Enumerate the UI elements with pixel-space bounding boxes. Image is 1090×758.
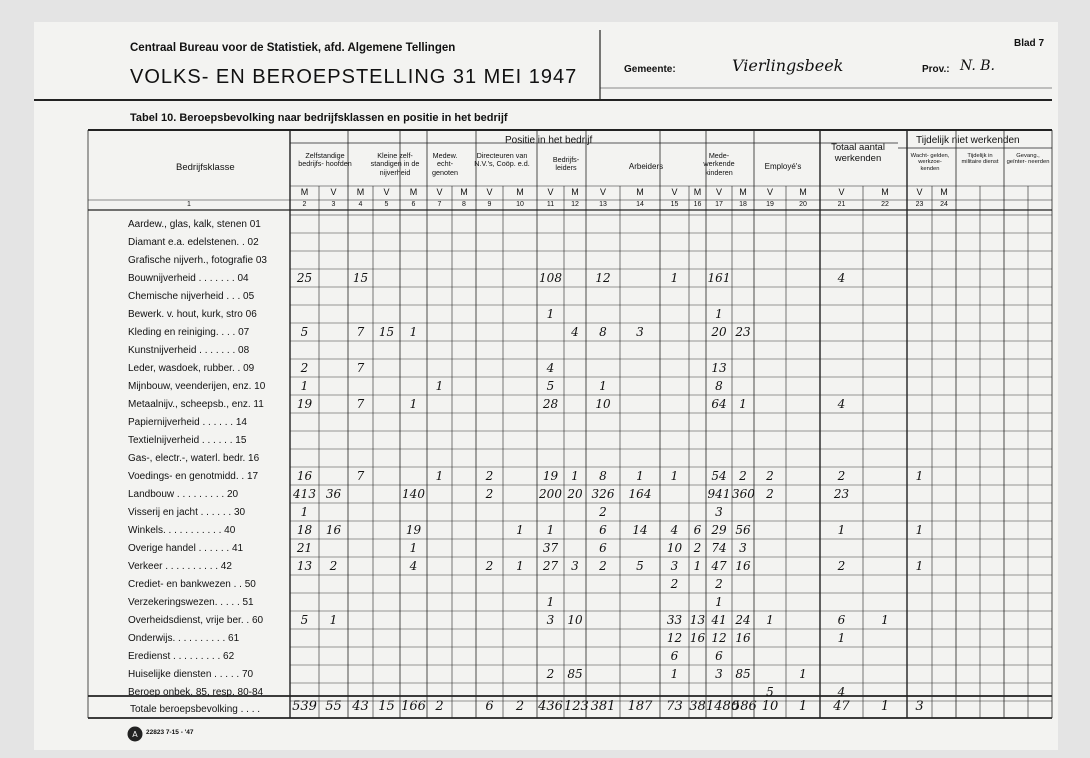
row-label: Kunstnijverheid . . . . . . . 08 — [128, 345, 250, 356]
row-label: Verzekeringswezen. . . . . 51 — [128, 597, 254, 608]
table-cell: 13 — [711, 361, 727, 375]
table-cell: 326 — [591, 487, 615, 501]
column-number: 23 — [915, 201, 924, 208]
row-label: Textielnijverheid . . . . . . 15 — [128, 435, 247, 446]
table-cell: 360 — [732, 487, 755, 501]
table-cell: 47 — [711, 559, 727, 573]
sex-label: M — [460, 187, 468, 197]
table-cell: 1 — [693, 559, 702, 573]
table-cell: 3 — [739, 541, 747, 555]
table-cell: 19 — [296, 397, 313, 411]
table-cell: 5 — [636, 559, 644, 573]
column-number: 13 — [599, 201, 607, 208]
table-cell: 1 — [409, 541, 418, 555]
column-number: 14 — [636, 201, 644, 208]
table-cell: 2 — [485, 469, 494, 483]
table-cell: 19 — [542, 469, 559, 483]
table-cell: 3 — [636, 325, 644, 339]
row-label: Bouwnijverheid . . . . . . . 04 — [128, 273, 249, 284]
table-cell: 2 — [599, 559, 607, 573]
row-label: Diamant e.a. edelstenen. . 02 — [128, 237, 259, 248]
table-cell: 2 — [739, 469, 747, 483]
table-cell: 4 — [837, 397, 846, 411]
table-cell: 161 — [707, 271, 731, 285]
table-cell: 14 — [632, 523, 648, 537]
totals-cell: 539 — [292, 699, 317, 714]
sex-label: V — [599, 187, 606, 197]
column-number: 22 — [881, 201, 889, 208]
table-cell: 12 — [711, 631, 727, 645]
totals-cell: 1 — [880, 699, 890, 714]
sex-label: V — [916, 187, 923, 197]
prov-value: N. B. — [960, 58, 995, 74]
totals-cell: 10 — [761, 699, 779, 714]
row-label: Kleding en reiniging. . . . 07 — [128, 327, 250, 338]
sex-label: M — [881, 187, 889, 197]
bureau-line: Centraal Bureau voor de Statistiek, afd. Algemene Tellingen — [130, 42, 456, 54]
totals-cell: 43 — [352, 699, 369, 714]
totals-cell: 436 — [538, 699, 563, 714]
table-cell: 37 — [542, 541, 559, 555]
table-cell: 19 — [405, 523, 422, 537]
col-group-arbeiders: Arbeiders — [628, 162, 664, 171]
table-cell: 200 — [539, 487, 562, 501]
table-cell: 3 — [571, 559, 579, 573]
table-cell: 2 — [546, 667, 555, 681]
col-group-gevangenen: Gevang., geïnter- neerden — [1006, 153, 1050, 166]
sex-label: M — [693, 187, 702, 197]
table-cell: 4 — [670, 523, 679, 537]
table-cell: 4 — [837, 685, 846, 699]
table-cell: 16 — [735, 559, 751, 573]
column-number: 1 — [187, 201, 191, 208]
sex-label: V — [671, 187, 678, 197]
table-cell: 1 — [636, 469, 644, 483]
table-cell: 2 — [670, 577, 679, 591]
table-cell: 7 — [356, 397, 365, 411]
table-cell: 1 — [571, 469, 579, 483]
col-bedrijfsklasse: Bedrijfsklasse — [176, 162, 235, 173]
table-cell: 64 — [711, 397, 727, 411]
table-cell: 1 — [546, 523, 555, 537]
column-number: 7 — [437, 201, 442, 208]
row-label: Gas-, electr.-, waterl. bedr. 16 — [128, 453, 260, 464]
table-cell: 24 — [735, 613, 751, 627]
totals-cell: 1480 — [706, 699, 740, 714]
table-cell: 6 — [599, 541, 607, 555]
table-cell: 5 — [300, 325, 309, 339]
table-cell: 16 — [296, 469, 313, 483]
table-cell: 13 — [689, 613, 706, 627]
totals-cell: 586 — [732, 699, 757, 714]
col-positie: Positie in het bedrijf — [505, 135, 593, 146]
sex-label: M — [636, 187, 644, 197]
table-cell: 33 — [666, 613, 683, 627]
table-cell: 23 — [833, 487, 850, 501]
table-cell: 12 — [595, 271, 611, 285]
table-cell: 1 — [715, 307, 723, 321]
col-totaal: Totaal aantal werkenden — [831, 142, 885, 164]
table-cell: 2 — [485, 487, 494, 501]
table-cell: 3 — [546, 613, 555, 627]
form-title: VOLKS- EN BEROEPSTELLING 31 MEI 1947 — [130, 66, 578, 88]
table-cell: 10 — [666, 541, 683, 555]
table-cell: 1 — [300, 505, 309, 519]
table-cell: 1 — [516, 559, 524, 573]
table-cell: 18 — [296, 523, 313, 537]
table-cell: 1 — [915, 469, 924, 483]
column-number: 3 — [331, 201, 336, 208]
table-cell: 16 — [689, 631, 706, 645]
table-cell: 2 — [837, 559, 846, 573]
table-cell: 4 — [409, 559, 418, 573]
sex-label: V — [330, 187, 337, 197]
table-cell: 8 — [599, 469, 607, 483]
table-cell: 2 — [329, 559, 338, 573]
row-label: Bewerk. v. hout, kurk, stro 06 — [128, 309, 257, 320]
table-cell: 21 — [296, 541, 313, 555]
row-label: Grafische nijverh., fotografie 03 — [128, 255, 267, 266]
census-form-sheet — [34, 22, 1058, 750]
table-cell: 3 — [715, 667, 723, 681]
table-cell: 1 — [409, 397, 418, 411]
table-cell: 28 — [542, 397, 559, 411]
table-cell: 1 — [715, 595, 723, 609]
svg-text:A: A — [132, 730, 138, 739]
column-number: 17 — [715, 201, 723, 208]
table-cell: 1 — [329, 613, 338, 627]
table-cell: 1 — [300, 379, 309, 393]
table-cell: 2 — [715, 577, 723, 591]
col-tijdelijk: Tijdelijk niet werkenden — [916, 135, 1020, 146]
row-label: Overheidsdienst, vrije ber. . 60 — [128, 615, 264, 626]
table-cell: 6 — [670, 649, 679, 663]
column-number: 19 — [766, 201, 774, 208]
sex-label: V — [715, 187, 722, 197]
col-group-medew-echtgenoten: Medew. echt- genoten — [432, 151, 458, 177]
row-label: Voedings- en genotmidd. . 17 — [128, 471, 259, 482]
col-group-kleine-zelfstandigen: Kleine zelf- standigen in de nijverheid — [370, 151, 420, 177]
gemeente-label: Gemeente: — [624, 64, 676, 75]
row-label: Metaalnijv., scheepsb., enz. 11 — [128, 399, 264, 410]
table-cell: 7 — [356, 361, 365, 375]
totals-cell: 1 — [798, 699, 808, 714]
column-number: 4 — [358, 201, 363, 208]
row-label: Huiselijke diensten . . . . . 70 — [128, 669, 254, 680]
column-number: 21 — [837, 201, 846, 208]
row-label: Papiernijverheid . . . . . . 14 — [128, 417, 247, 428]
table-cell: 29 — [711, 523, 727, 537]
row-label: Overige handel . . . . . . 41 — [128, 543, 244, 554]
column-number: 15 — [670, 201, 679, 208]
table-cell: 2 — [837, 469, 846, 483]
table-cell: 16 — [735, 631, 751, 645]
row-label: Leder, wasdoek, rubber. . 09 — [128, 363, 255, 374]
table-cell: 8 — [599, 325, 607, 339]
table-cell: 10 — [567, 613, 583, 627]
column-number: 18 — [739, 201, 747, 208]
table-cell: 1 — [516, 523, 524, 537]
table-cell: 2 — [485, 559, 494, 573]
table-cell: 23 — [735, 325, 751, 339]
table-cell: 6 — [715, 649, 723, 663]
totals-label: Totale beroepsbevolking . . . . — [130, 704, 261, 715]
table-cell: 2 — [766, 487, 774, 501]
table-cell: 6 — [693, 523, 702, 537]
table-cell: 1 — [766, 613, 774, 627]
table-cell: 7 — [356, 325, 365, 339]
column-number: 11 — [546, 201, 555, 208]
totals-cell: 73 — [666, 699, 683, 714]
printer-logo-icon — [127, 726, 143, 742]
table-cell: 941 — [707, 487, 731, 501]
totals-cell: 123 — [564, 699, 589, 714]
row-label: Visserij en jacht . . . . . . 30 — [128, 507, 246, 518]
table-cell: 413 — [293, 487, 316, 501]
table-cell: 108 — [539, 271, 562, 285]
table-cell: 13 — [296, 559, 313, 573]
row-label: Aardew., glas, kalk, stenen 01 — [128, 219, 261, 230]
sex-label: V — [547, 187, 554, 197]
page-number: Blad 7 — [1014, 38, 1045, 49]
totals-cell: 38 — [689, 699, 706, 714]
col-group-directeuren: Directeuren van N.V.'s, Coöp. e.d. — [474, 151, 530, 169]
table-cell: 1 — [670, 469, 679, 483]
table-cell: 85 — [735, 667, 751, 681]
table-cell: 1 — [435, 379, 444, 393]
table-cell: 1 — [915, 559, 924, 573]
sex-label: M — [799, 187, 807, 197]
table-cell: 74 — [711, 541, 727, 555]
table-cell: 1 — [546, 595, 555, 609]
column-number: 24 — [940, 201, 948, 208]
table-cell: 15 — [378, 325, 395, 339]
table-cell: 2 — [300, 361, 309, 375]
column-number: 10 — [516, 201, 524, 208]
totals-cell: 2 — [515, 699, 525, 714]
sex-label: V — [838, 187, 845, 197]
col-group-militaire-dienst: Tijdelijk in militaire dienst — [961, 153, 999, 166]
row-label: Crediet- en bankwezen . . 50 — [128, 579, 256, 590]
table-title: Tabel 10. Beroepsbevolking naar bedrijfsklassen en positie in het bedrijf — [130, 112, 508, 124]
table-cell: 4 — [837, 271, 846, 285]
totals-cell: 2 — [435, 699, 444, 714]
table-cell: 1 — [546, 307, 555, 321]
table-cell: 1 — [599, 379, 607, 393]
column-number: 12 — [571, 201, 579, 208]
totals-cell: 187 — [627, 699, 653, 714]
col-group-bedrijfsleiders: Bedrijfs- leiders — [552, 155, 580, 173]
totals-cell: 47 — [833, 699, 850, 714]
table-cell: 5 — [766, 685, 774, 699]
row-label: Mijnbouw, veenderijen, enz. 10 — [128, 381, 266, 392]
table-cell: 2 — [693, 541, 702, 555]
sex-label: M — [409, 187, 418, 197]
table-cell: 140 — [402, 487, 425, 501]
table-cell: 15 — [352, 271, 369, 285]
gemeente-value: Vierlingsbeek — [732, 56, 844, 75]
table-cell: 2 — [599, 505, 607, 519]
column-number: 5 — [384, 201, 389, 208]
row-label: Verkeer . . . . . . . . . . 42 — [128, 561, 232, 572]
table-cell: 164 — [628, 487, 652, 501]
table-cell: 56 — [735, 523, 751, 537]
sex-label: M — [571, 187, 579, 197]
table-cell: 8 — [715, 379, 723, 393]
row-label: Chemische nijverheid . . . 05 — [128, 291, 255, 302]
totals-cell: 15 — [378, 699, 395, 714]
table-cell: 5 — [546, 379, 555, 393]
table-cell: 1 — [881, 613, 889, 627]
table-cell: 3 — [715, 505, 723, 519]
totals-cell: 55 — [325, 699, 342, 714]
table-cell: 85 — [567, 667, 583, 681]
table-cell: 2 — [766, 469, 774, 483]
sex-label: V — [766, 187, 773, 197]
column-number: 2 — [302, 201, 307, 208]
totals-cell: 6 — [485, 699, 494, 714]
row-label: Onderwijs. . . . . . . . . . 61 — [128, 633, 240, 644]
table-cell: 1 — [670, 271, 679, 285]
table-cell: 1 — [915, 523, 924, 537]
col-group-meewerkende-kinderen: Mede- werkende kinderen — [703, 151, 735, 177]
table-cell: 1 — [739, 397, 747, 411]
column-number: 6 — [411, 201, 416, 208]
print-code: 22823 7-15 - '47 — [146, 729, 194, 736]
table-cell: 25 — [296, 271, 313, 285]
table-cell: 20 — [711, 325, 727, 339]
table-cell: 6 — [599, 523, 607, 537]
col-group-zelfstandige: Zelfstandige bedrijfs- hoofden — [298, 151, 352, 169]
sex-label: V — [383, 187, 390, 197]
table-cell: 27 — [542, 559, 559, 573]
table-cell: 6 — [837, 613, 846, 627]
table-cell: 41 — [711, 613, 727, 627]
col-group-wachtgelden: Wacht- gelden, werkzoe- kenden — [910, 153, 950, 172]
sex-label: V — [486, 187, 493, 197]
totals-cell: 381 — [590, 699, 616, 714]
column-number: 9 — [487, 201, 492, 208]
row-label: Beroep onbek. 85, resp. 80-84 — [128, 687, 264, 698]
sex-label: M — [516, 187, 524, 197]
table-cell: 1 — [670, 667, 679, 681]
row-label: Winkels. . . . . . . . . . . 40 — [128, 525, 236, 536]
sex-label: M — [739, 187, 747, 197]
col-group-employes: Employé's — [764, 162, 802, 171]
table-cell: 1 — [409, 325, 418, 339]
column-number: 20 — [799, 201, 807, 208]
table-cell: 16 — [325, 523, 342, 537]
totals-cell: 166 — [401, 699, 426, 714]
sex-label: M — [356, 187, 365, 197]
table-cell: 3 — [670, 559, 679, 573]
table-cell: 10 — [595, 397, 611, 411]
table-cell: 20 — [567, 487, 583, 501]
table-cell: 4 — [546, 361, 555, 375]
sex-label: V — [436, 187, 443, 197]
prov-label: Prov.: — [922, 64, 950, 75]
table-cell: 36 — [325, 487, 342, 501]
table-cell: 1 — [799, 667, 807, 681]
table-cell: 7 — [356, 469, 365, 483]
sex-label: M — [300, 187, 309, 197]
table-cell: 12 — [666, 631, 683, 645]
sex-label: M — [940, 187, 948, 197]
totals-cell: 3 — [915, 699, 924, 714]
column-number: 16 — [693, 201, 702, 208]
table-cell: 1 — [837, 523, 846, 537]
table-cell: 1 — [837, 631, 846, 645]
table-cell: 5 — [300, 613, 309, 627]
table-cell: 54 — [711, 469, 727, 483]
row-label: Landbouw . . . . . . . . . 20 — [128, 489, 239, 500]
column-number: 8 — [462, 201, 466, 208]
table-cell: 1 — [435, 469, 444, 483]
row-label: Eredienst . . . . . . . . . 62 — [128, 651, 235, 662]
table-cell: 4 — [571, 325, 579, 339]
